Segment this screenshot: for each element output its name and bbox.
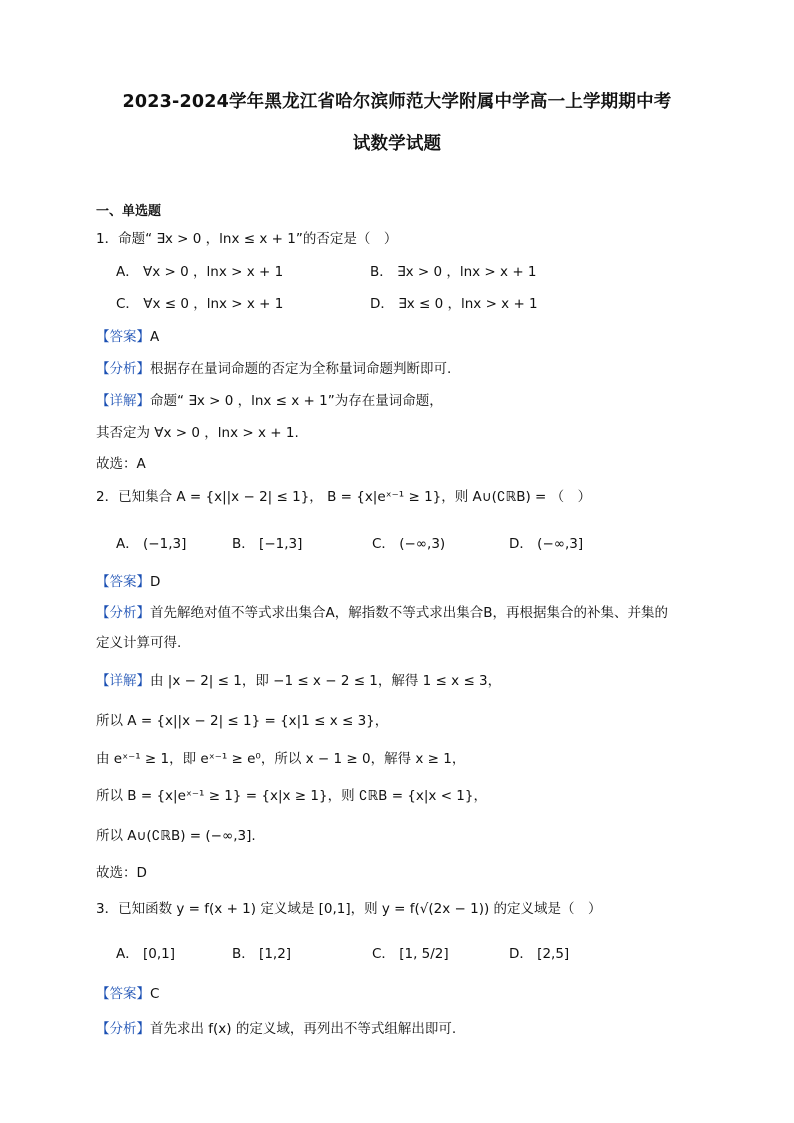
q2-option-d: D． (−∞,3] [509,536,584,552]
q2-detail-line-5: 所以 A∪(∁ℝB) = (−∞,3]. [96,828,256,844]
q2-detail-line-3: 由 eˣ⁻¹ ≥ 1，即 eˣ⁻¹ ≥ e⁰，所以 x − 1 ≥ 0，解得 x ≥ 1， [96,751,466,767]
q3-option-b: B． [1,2] [232,946,292,962]
q3-stem: 3．已知函数 y = f(x + 1) 定义域是 [0,1]，则 y = f(√(2x − 1)) 的定义域是（ ） [96,901,602,917]
q1-analysis [96,359,451,379]
q2-detail-line-1: 由 |x − 2| ≤ 1，即 −1 ≤ x − 2 ≤ 1，解得 1 ≤ x ≤ 3， [150,673,502,689]
analysis-tag: 【分析】 [96,361,150,377]
section-heading: 一、单选题 [96,204,162,219]
q1-answer [96,327,159,347]
q3-answer [96,984,159,1004]
q2-answer [96,572,160,592]
q1-stem: 1．命题“ ∃x > 0 ，lnx ≤ x + 1”的否定是（ ） [96,231,398,247]
q2-analysis-line-1: 首先解绝对值不等式求出集合A，解指数不等式求出集合B，再根据集合的补集、并集的 [150,605,668,621]
page-title-line-1: 2023-2024学年黑龙江省哈尔滨师范大学附属中学高一上学期期中考 [122,92,672,112]
q3-option-c: C． [1, 5/2] [372,946,449,962]
answer-tag: 【答案】 [96,986,150,1002]
q1-answer-value: A [150,329,160,345]
page-title-line-2: 试数学试题 [352,134,442,154]
q2-answer-value: D [150,574,161,590]
q1-detail [96,391,443,411]
q2-detail-line-2: 所以 A = {x||x − 2| ≤ 1} = {x|1 ≤ x ≤ 3}， [96,713,389,729]
q3-analysis-text: 首先求出 f(x) 的定义域，再列出不等式组解出即可. [150,1021,457,1037]
q1-detail-line-1: 命题“ ∃x > 0 ，lnx ≤ x + 1”为存在量词命题， [150,393,443,409]
q1-choose: 故选：A [96,456,146,472]
q2-analysis-line-2: 定义计算可得. [96,635,182,651]
answer-tag: 【答案】 [96,329,150,345]
analysis-tag: 【分析】 [96,605,150,621]
q3-option-d: D． [2,5] [509,946,570,962]
q3-answer-value: C [150,986,160,1002]
q2-stem: 2．已知集合 A = {x||x − 2| ≤ 1}， B = {x|eˣ⁻¹ ≥ 1}，则 A∪(∁ℝB) = （ ） [96,489,592,505]
q2-choose: 故选：D [96,865,147,881]
q2-analysis [96,603,668,623]
detail-tag: 【详解】 [96,673,150,689]
q3-analysis [96,1019,456,1039]
q1-analysis-text: 根据存在量词命题的否定为全称量词命题判断即可. [150,361,452,377]
q2-detail-line-4: 所以 B = {x|eˣ⁻¹ ≥ 1} = {x|x ≥ 1}，则 ∁ℝB = {x|x < 1}， [96,788,487,804]
q1-option-a: A． ∀x > 0 ，lnx > x + 1 [116,264,284,280]
q1-option-c: C． ∀x ≤ 0 ，lnx > x + 1 [116,296,284,312]
q2-detail [96,671,501,691]
q2-option-b: B． [−1,3] [232,536,303,552]
detail-tag: 【详解】 [96,393,150,409]
q1-option-b: B． ∃x > 0 ，lnx > x + 1 [370,264,537,280]
q1-detail-line-2: 其否定为 ∀x > 0 ，lnx > x + 1. [96,425,299,441]
q1-option-d: D． ∃x ≤ 0 ，lnx > x + 1 [370,296,538,312]
q3-option-a: A． [0,1] [116,946,176,962]
analysis-tag: 【分析】 [96,1021,150,1037]
answer-tag: 【答案】 [96,574,150,590]
q2-option-a: A． (−1,3] [116,536,187,552]
q2-option-c: C． (−∞,3) [372,536,446,552]
